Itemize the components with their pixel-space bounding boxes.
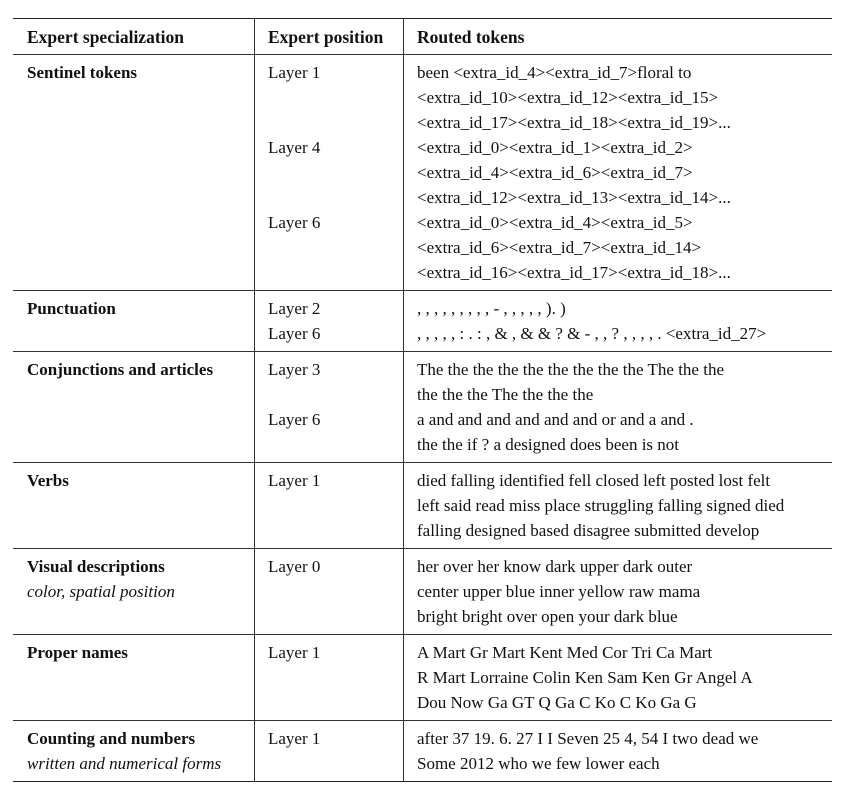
token-line: <extra_id_17><extra_id_18><extra_id_19>... xyxy=(417,113,731,132)
layer-spacer xyxy=(268,579,403,604)
token-line: , , , , , , , , , - , , , , , ). ) xyxy=(417,299,566,318)
token-line: after 37 19. 6. 27 I I Seven 25 4, 54 I two dead we xyxy=(417,729,759,748)
routed-tokens-cell xyxy=(403,721,832,781)
category-subtitle: color, spatial position xyxy=(27,582,175,601)
routed-tokens-cell xyxy=(403,549,832,634)
category-title: Sentinel tokens xyxy=(27,63,138,82)
category-cell xyxy=(13,352,254,462)
category-cell xyxy=(13,291,254,351)
table-header-row xyxy=(13,19,832,54)
layer-label: Layer 4 xyxy=(268,138,321,157)
token-line: <extra_id_16><extra_id_17><extra_id_18>... xyxy=(417,263,731,282)
layer-label: Layer 3 xyxy=(268,360,321,379)
layer-spacer xyxy=(268,85,403,110)
layer-label: Layer 0 xyxy=(268,557,321,576)
expert-position-cell xyxy=(254,291,403,351)
token-line: A Mart Gr Mart Kent Med Cor Tri Ca Mart xyxy=(417,643,713,662)
routed-tokens-cell xyxy=(403,635,832,720)
token-line: <extra_id_10><extra_id_12><extra_id_15> xyxy=(417,88,719,107)
layer-group xyxy=(268,468,403,543)
layer-group xyxy=(268,296,403,321)
expert-position-cell xyxy=(254,463,403,548)
token-line: <extra_id_6><extra_id_7><extra_id_14> xyxy=(417,238,702,257)
table-row xyxy=(13,635,832,720)
token-line: Some 2012 who we few lower each xyxy=(417,754,660,773)
token-line: the the if ? a designed does been is not xyxy=(417,435,680,454)
layer-label: Layer 1 xyxy=(268,471,321,490)
layer-label: Layer 6 xyxy=(268,213,321,232)
layer-spacer xyxy=(268,185,403,210)
layer-label: Layer 2 xyxy=(268,299,321,318)
token-line: <extra_id_0><extra_id_4><extra_id_5> xyxy=(417,213,693,232)
layer-spacer xyxy=(268,432,403,457)
layer-spacer xyxy=(268,751,403,776)
layer-group xyxy=(268,60,403,135)
layer-group xyxy=(268,554,403,629)
layer-label: Layer 1 xyxy=(268,63,321,82)
category-cell xyxy=(13,549,254,634)
table-row xyxy=(13,721,832,781)
token-line: died falling identified fell closed left posted lost felt xyxy=(417,471,771,490)
category-cell xyxy=(13,55,254,290)
token-line: , , , , , : . : , & , & & ? & - , , ? , , , , . <extra_id_27> xyxy=(417,324,767,343)
token-line: the the the The the the the xyxy=(417,385,594,404)
layer-spacer xyxy=(268,518,403,543)
layer-spacer xyxy=(268,235,403,260)
layer-group xyxy=(268,210,403,285)
table-row xyxy=(13,549,832,634)
layer-group xyxy=(268,357,403,407)
expert-position-cell xyxy=(254,55,403,290)
token-line: <extra_id_0><extra_id_1><extra_id_2> xyxy=(417,138,693,157)
layer-spacer xyxy=(268,260,403,285)
expert-position-cell xyxy=(254,549,403,634)
token-line: <extra_id_4><extra_id_6><extra_id_7> xyxy=(417,163,693,182)
routed-tokens-cell xyxy=(403,463,832,548)
layer-label: Layer 1 xyxy=(268,729,321,748)
category-cell xyxy=(13,721,254,781)
category-subtitle: written and numerical forms xyxy=(27,754,222,773)
layer-label: Layer 6 xyxy=(268,324,321,343)
expert-position-cell xyxy=(254,721,403,781)
header-expert-specialization: Expert specialization xyxy=(27,27,184,47)
routed-tokens-cell xyxy=(403,352,832,462)
layer-spacer xyxy=(268,160,403,185)
table-row xyxy=(13,291,832,351)
table-row xyxy=(13,55,832,290)
category-title: Punctuation xyxy=(27,299,116,318)
expert-specialization-table xyxy=(13,18,832,782)
token-line: been <extra_id_4><extra_id_7>floral to xyxy=(417,63,692,82)
layer-group xyxy=(268,407,403,457)
layer-group xyxy=(268,321,403,346)
layer-label: Layer 1 xyxy=(268,643,321,662)
token-line: her over her know dark upper dark outer xyxy=(417,557,693,576)
category-title: Conjunctions and articles xyxy=(27,360,214,379)
layer-label: Layer 6 xyxy=(268,410,321,429)
layer-group xyxy=(268,726,403,776)
category-title: Visual descriptions xyxy=(27,557,165,576)
token-line: <extra_id_12><extra_id_13><extra_id_14>... xyxy=(417,188,731,207)
token-line: left said read miss place struggling falling signed died xyxy=(417,496,785,515)
layer-spacer xyxy=(268,604,403,629)
expert-position-cell xyxy=(254,635,403,720)
token-line: falling designed based disagree submitted develop xyxy=(417,521,760,540)
table-body xyxy=(13,55,832,782)
token-line: a and and and and and and or and a and . xyxy=(417,410,694,429)
routed-tokens-cell xyxy=(403,55,832,290)
layer-spacer xyxy=(268,382,403,407)
token-line: Dou Now Ga GT Q Ga C Ko C Ko Ga G xyxy=(417,693,697,712)
token-line: bright bright over open your dark blue xyxy=(417,607,678,626)
category-title: Counting and numbers xyxy=(27,729,196,748)
category-cell xyxy=(13,463,254,548)
bottom-rule xyxy=(13,781,832,782)
category-title: Proper names xyxy=(27,643,128,662)
token-line: The the the the the the the the the The the the xyxy=(417,360,724,379)
layer-spacer xyxy=(268,690,403,715)
category-title: Verbs xyxy=(27,471,69,490)
table-row xyxy=(13,352,832,462)
layer-spacer xyxy=(268,665,403,690)
layer-group xyxy=(268,135,403,210)
token-line: R Mart Lorraine Colin Ken Sam Ken Gr Angel A xyxy=(417,668,753,687)
layer-spacer xyxy=(268,110,403,135)
layer-spacer xyxy=(268,493,403,518)
layer-group xyxy=(268,640,403,715)
header-expert-position: Expert position xyxy=(254,19,403,54)
expert-position-cell xyxy=(254,352,403,462)
category-cell xyxy=(13,635,254,720)
token-line: center upper blue inner yellow raw mama xyxy=(417,582,701,601)
table-row xyxy=(13,463,832,548)
header-routed-tokens: Routed tokens xyxy=(403,19,832,54)
routed-tokens-cell xyxy=(403,291,832,351)
